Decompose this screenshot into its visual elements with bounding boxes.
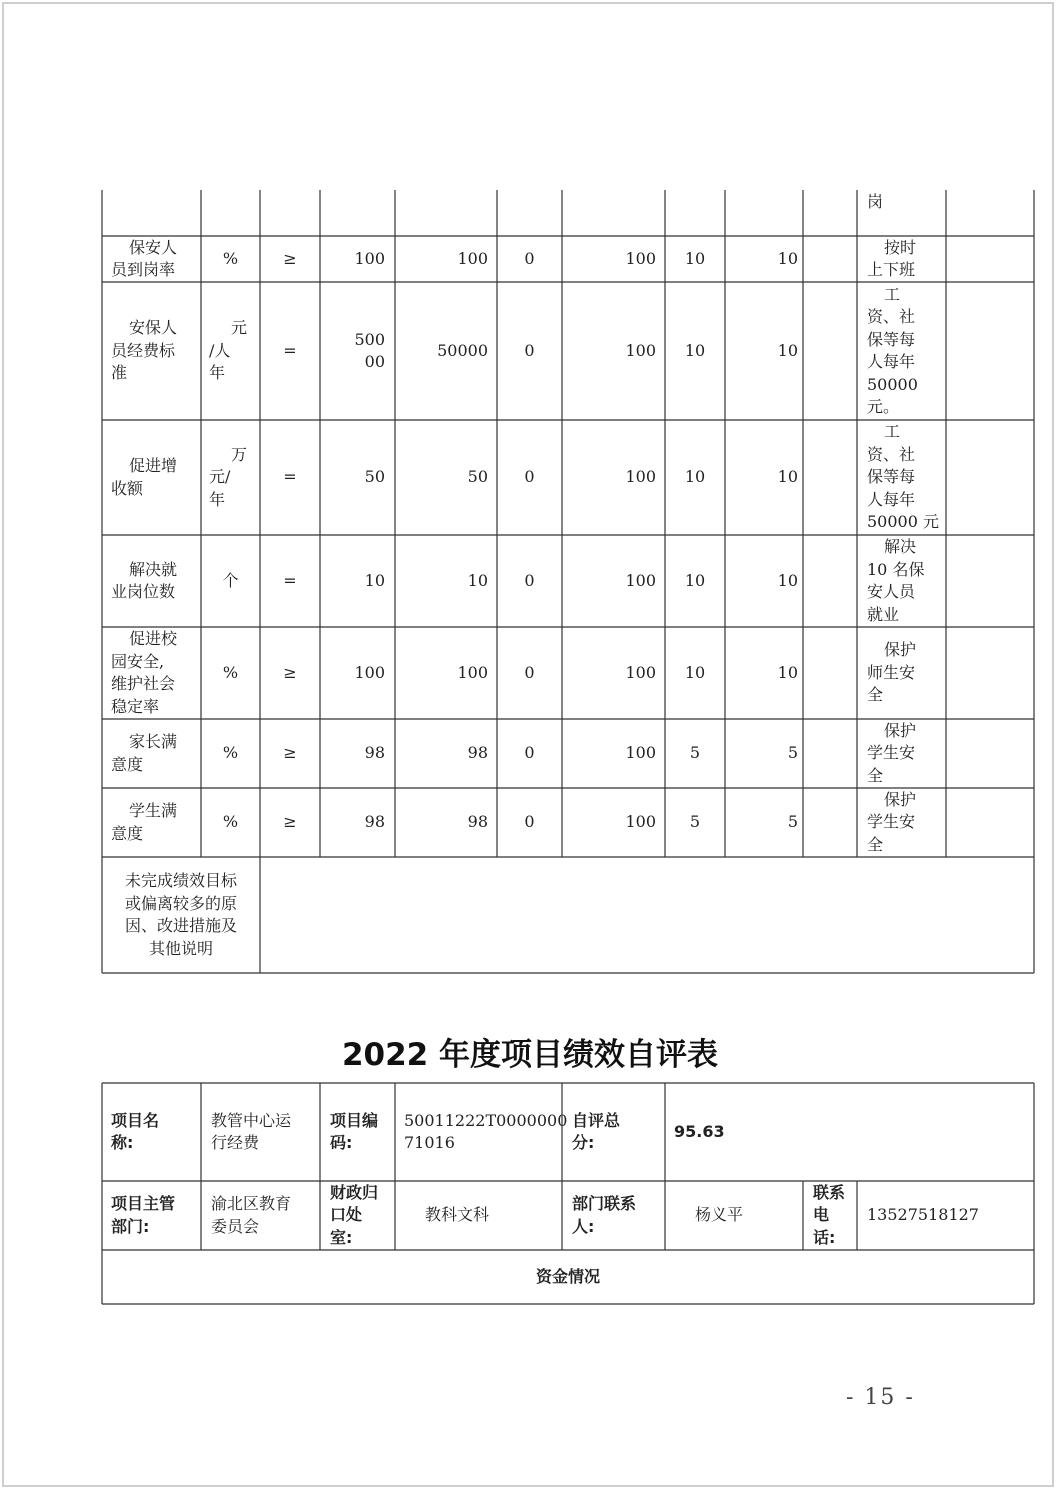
deviation-value: 0 (524, 248, 535, 268)
weight-score: 10 (684, 570, 706, 590)
actual-value: 100 (457, 662, 488, 682)
indicator-name: 促进校 (129, 629, 178, 648)
contact-person-value: 杨义平 (694, 1204, 743, 1224)
project-name-label: 项目名 (111, 1110, 160, 1130)
self-score: 5 (787, 743, 798, 763)
project-name-value: 教管中心运 (211, 1110, 292, 1130)
indicator-name: 维护社会 (111, 674, 176, 693)
weight-score: 10 (684, 467, 706, 487)
target-value: 98 (364, 812, 385, 832)
deviation-value: 0 (524, 467, 535, 487)
remark-cell: 解决 (884, 537, 917, 556)
indicator-name: 安保人 (129, 318, 178, 338)
indicator-name: 员到岗率 (111, 260, 176, 279)
contact-person-label: 部门联系 (572, 1194, 637, 1213)
completion-rate: 100 (625, 467, 656, 487)
remark-cell: 全 (867, 834, 884, 854)
actual-value: 98 (467, 812, 488, 832)
indicator-unit: /人 (209, 340, 231, 360)
indicator-name: 解决就 (129, 559, 178, 579)
comparison-operator: = (283, 467, 297, 487)
remark-cell: 师生安 (867, 662, 916, 682)
target-value: 00 (364, 352, 385, 371)
weight-score: 5 (689, 743, 701, 763)
department-value: 渝北区教育 (211, 1194, 292, 1213)
indicator-unit: 个 (222, 570, 239, 590)
weight-score: 10 (684, 340, 706, 360)
self-score-value: 95.63 (674, 1121, 725, 1141)
actual-value: 10 (467, 570, 488, 590)
project-code-value: 71016 (404, 1133, 455, 1152)
unfinished-goals-label-line: 或偏离较多的原 (124, 893, 237, 913)
finance-office-label: 财政归 (330, 1182, 379, 1202)
self-score: 10 (777, 467, 798, 487)
remark-cell: 岗 (867, 192, 884, 211)
indicator-name: 业岗位数 (111, 582, 176, 601)
indicator-name: 稳定率 (111, 696, 160, 716)
indicator-unit: 元 (231, 318, 248, 338)
phone-label: 话: (813, 1227, 836, 1247)
remark-cell: 安人员 (867, 582, 916, 601)
self-score-label: 分: (572, 1133, 595, 1152)
indicator-name: 家长满 (129, 732, 178, 751)
target-value: 10 (364, 570, 385, 590)
deviation-value: 0 (524, 662, 535, 682)
remark-cell: 50000 (867, 374, 918, 394)
weight-score: 10 (684, 248, 706, 268)
indicator-unit: % (222, 743, 239, 763)
target-value: 100 (354, 662, 385, 682)
phone-value: 13527518127 (867, 1204, 979, 1224)
remark-cell: 保护 (884, 789, 917, 809)
indicator-unit: 万 (231, 444, 248, 464)
indicator-name: 收额 (111, 478, 144, 498)
comparison-operator: ≥ (283, 743, 297, 763)
department-label: 部门: (111, 1216, 150, 1236)
remark-cell: 全 (867, 685, 884, 705)
target-value: 100 (354, 248, 385, 268)
weight-score: 5 (689, 812, 701, 832)
department-value: 委员会 (211, 1216, 260, 1236)
actual-value: 50 (467, 467, 488, 487)
target-value: 50 (364, 467, 385, 487)
department-label: 项目主管 (111, 1194, 176, 1213)
remark-cell: 50000 元 (867, 512, 939, 532)
remark-cell: 学生安 (867, 743, 916, 763)
completion-rate: 100 (625, 570, 656, 590)
completion-rate: 100 (625, 248, 656, 268)
self-score: 10 (777, 248, 798, 268)
project-name-value: 行经费 (211, 1133, 260, 1152)
indicator-unit: % (222, 812, 239, 832)
remark-cell: 10 名保 (867, 559, 925, 579)
weight-score: 10 (684, 662, 706, 682)
indicator-name: 促进增 (129, 456, 178, 475)
remark-cell: 全 (867, 765, 884, 785)
target-value: 500 (354, 329, 385, 349)
project-name-label: 称: (111, 1133, 134, 1152)
remark-cell: 保护 (884, 720, 917, 740)
indicator-unit: % (222, 248, 239, 268)
deviation-value: 0 (524, 340, 535, 360)
completion-rate: 100 (625, 812, 656, 832)
completion-rate: 100 (625, 340, 656, 360)
finance-office-label: 口处 (330, 1205, 363, 1225)
phone-label: 联系 (813, 1182, 846, 1202)
comparison-operator: ≥ (283, 662, 297, 682)
indicator-unit: 年 (209, 363, 226, 383)
actual-value: 100 (457, 248, 488, 268)
remark-cell: 保等每 (867, 329, 916, 349)
self-score: 10 (777, 570, 798, 590)
target-value: 98 (364, 743, 385, 763)
remark-cell: 按时 (884, 237, 917, 257)
phone-label: 电 (813, 1205, 830, 1225)
comparison-operator: = (283, 570, 297, 590)
completion-rate: 100 (625, 662, 656, 682)
indicator-unit: 年 (209, 489, 226, 509)
deviation-value: 0 (524, 812, 535, 832)
project-code-label: 项目编 (330, 1110, 379, 1130)
self-score: 10 (777, 662, 798, 682)
deviation-value: 0 (524, 570, 535, 590)
comparison-operator: ≥ (283, 812, 297, 832)
indicator-name: 学生满 (129, 801, 178, 820)
completion-rate: 100 (625, 743, 656, 763)
indicator-name: 意度 (111, 823, 144, 843)
unfinished-goals-label-line: 因、改进措施及 (124, 916, 237, 935)
remark-cell: 就业 (867, 604, 900, 624)
indicator-name: 园安全, (111, 651, 165, 671)
remark-cell: 工 (884, 284, 901, 304)
indicator-unit: 元/ (209, 467, 231, 487)
actual-value: 98 (467, 743, 488, 763)
self-score: 5 (787, 812, 798, 832)
section-title: 2022 年度项目绩效自评表 (341, 1037, 719, 1073)
project-code-label: 码: (330, 1133, 353, 1152)
finance-office-label: 室: (330, 1227, 353, 1247)
indicator-name: 意度 (111, 754, 144, 774)
remark-cell: 资、社 (867, 444, 916, 464)
indicator-name: 准 (111, 363, 128, 383)
actual-value: 50000 (437, 340, 488, 360)
indicator-unit: % (222, 662, 239, 682)
comparison-operator: ≥ (283, 248, 297, 268)
unfinished-goals-label-line: 未完成绩效目标 (124, 871, 237, 890)
deviation-value: 0 (524, 743, 535, 763)
remark-cell: 上下班 (867, 260, 916, 279)
comparison-operator: = (283, 340, 297, 360)
unfinished-goals-label-line: 其他说明 (148, 938, 213, 958)
indicator-name: 员经费标 (111, 340, 176, 360)
remark-cell: 学生安 (867, 812, 916, 832)
remark-cell: 人每年 (867, 489, 916, 509)
project-code-value: 50011222T0000000 (404, 1110, 568, 1130)
remark-cell: 人每年 (867, 352, 916, 371)
remark-cell: 资、社 (867, 307, 916, 326)
indicator-name: 保安人 (129, 237, 178, 257)
self-score: 10 (777, 340, 798, 360)
self-score-label: 自评总 (572, 1110, 621, 1130)
page-number: - 15 - (846, 1385, 915, 1410)
remark-cell: 保等每 (867, 467, 916, 487)
contact-person-label: 人: (572, 1216, 595, 1236)
finance-office-value: 教科文科 (424, 1204, 489, 1224)
funds-section-header: 资金情况 (535, 1266, 600, 1286)
remark-cell: 工 (884, 422, 901, 442)
remark-cell: 元。 (867, 397, 900, 416)
remark-cell: 保护 (884, 640, 917, 660)
